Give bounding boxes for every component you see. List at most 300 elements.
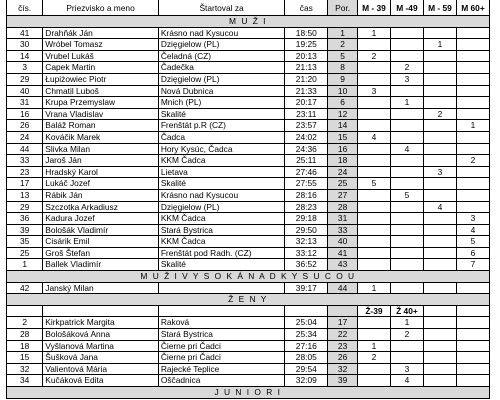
category-place: 1 bbox=[423, 39, 456, 51]
club: Oščadnica bbox=[158, 375, 285, 387]
category-place bbox=[390, 85, 423, 97]
category-place bbox=[390, 340, 423, 352]
overall-rank: 10 bbox=[328, 85, 358, 97]
overall-rank: 18 bbox=[328, 155, 358, 167]
category-place bbox=[456, 50, 489, 62]
header-rank: Por. bbox=[328, 0, 358, 16]
club: Hory Kysúc, Čadca bbox=[158, 143, 285, 155]
category-place bbox=[357, 143, 390, 155]
overall-rank: 32 bbox=[328, 363, 358, 375]
category-place bbox=[357, 201, 390, 213]
finish-time: 23:57 bbox=[285, 120, 328, 132]
participant-name: Janský Milan bbox=[43, 282, 159, 294]
table-row bbox=[7, 39, 490, 51]
start-number: 26 bbox=[7, 120, 43, 132]
category-place bbox=[390, 352, 423, 364]
category-place: 4 bbox=[390, 143, 423, 155]
category-place bbox=[423, 85, 456, 97]
participant-name: Kirkpatrick Margita bbox=[43, 317, 159, 329]
category-place: 1 bbox=[390, 97, 423, 109]
overall-rank: 31 bbox=[328, 213, 358, 225]
finish-time: 21:20 bbox=[285, 73, 328, 85]
category-place bbox=[357, 317, 390, 329]
table-row bbox=[7, 201, 490, 213]
finish-time: 27:46 bbox=[285, 166, 328, 178]
category-place bbox=[423, 131, 456, 143]
participant-name: Vrubel Lukáš bbox=[43, 50, 159, 62]
finish-time: 25:04 bbox=[285, 317, 328, 329]
category-place bbox=[390, 236, 423, 248]
participant-name: Hradský Karol bbox=[43, 166, 159, 178]
club: Čadečka bbox=[158, 62, 285, 74]
category-place bbox=[357, 166, 390, 178]
category-place bbox=[357, 189, 390, 201]
category-place bbox=[423, 247, 456, 259]
category-place bbox=[456, 108, 489, 120]
category-place: 1 bbox=[390, 317, 423, 329]
empty-cell bbox=[423, 305, 456, 317]
table-row bbox=[7, 340, 490, 352]
category-place bbox=[390, 108, 423, 120]
category-place bbox=[423, 317, 456, 329]
category-place: 2 bbox=[390, 62, 423, 74]
category-place bbox=[390, 131, 423, 143]
start-number: 28 bbox=[7, 329, 43, 341]
category-place: 1 bbox=[456, 120, 489, 132]
category-place: 3 bbox=[456, 213, 489, 225]
table-row bbox=[7, 108, 490, 120]
overall-rank: 5 bbox=[328, 50, 358, 62]
club: Mnich (PL) bbox=[158, 97, 285, 109]
participant-name: Cisárik Emil bbox=[43, 236, 159, 248]
table-row bbox=[7, 62, 490, 74]
start-number: 25 bbox=[7, 247, 43, 259]
category-place bbox=[456, 62, 489, 74]
start-number: 24 bbox=[7, 131, 43, 143]
category-place: 2 bbox=[357, 352, 390, 364]
start-number: 3 bbox=[7, 62, 43, 74]
overall-rank: 17 bbox=[328, 317, 358, 329]
start-number: 31 bbox=[7, 97, 43, 109]
category-place bbox=[423, 329, 456, 341]
start-number: 1 bbox=[7, 259, 43, 271]
participant-name: Chmatil Luboš bbox=[43, 85, 159, 97]
section-header bbox=[7, 16, 490, 28]
table-row bbox=[7, 317, 490, 329]
category-place bbox=[390, 213, 423, 225]
category-place bbox=[456, 352, 489, 364]
category-place bbox=[456, 363, 489, 375]
category-place bbox=[423, 375, 456, 387]
category-place bbox=[357, 108, 390, 120]
finish-time: 20:17 bbox=[285, 97, 328, 109]
category-place: 1 bbox=[357, 340, 390, 352]
category-place bbox=[456, 73, 489, 85]
category-place bbox=[423, 340, 456, 352]
category-place bbox=[423, 27, 456, 39]
category-place bbox=[423, 236, 456, 248]
start-number: 35 bbox=[7, 236, 43, 248]
finish-time: 29:54 bbox=[285, 363, 328, 375]
club: Čadca bbox=[158, 131, 285, 143]
start-number: 29 bbox=[7, 201, 43, 213]
participant-name: Łupiżowiec Piotr bbox=[43, 73, 159, 85]
club: Skalité bbox=[158, 178, 285, 190]
category-place bbox=[357, 73, 390, 85]
table-row bbox=[7, 155, 490, 167]
category-place: 5 bbox=[390, 189, 423, 201]
finish-time: 23:11 bbox=[285, 108, 328, 120]
club: Krásno nad Kysucou bbox=[158, 27, 285, 39]
category-place bbox=[390, 201, 423, 213]
category-place bbox=[456, 178, 489, 190]
participant-name: Slivka Milan bbox=[43, 143, 159, 155]
finish-time: 24:36 bbox=[285, 143, 328, 155]
finish-time: 33:12 bbox=[285, 247, 328, 259]
overall-rank: 16 bbox=[328, 143, 358, 155]
participant-name: Vyšlanová Martina bbox=[43, 340, 159, 352]
category-place bbox=[423, 189, 456, 201]
finish-time: 39:17 bbox=[285, 282, 328, 294]
category-place: 4 bbox=[423, 201, 456, 213]
table-row bbox=[7, 224, 490, 236]
participant-name: Drahňák Ján bbox=[43, 27, 159, 39]
category-place bbox=[423, 363, 456, 375]
start-number: 29 bbox=[7, 73, 43, 85]
table-row bbox=[7, 166, 490, 178]
overall-rank: 25 bbox=[328, 178, 358, 190]
club: Lietava bbox=[158, 166, 285, 178]
table-row bbox=[7, 259, 490, 271]
start-number: 18 bbox=[7, 340, 43, 352]
category-place bbox=[357, 213, 390, 225]
header-cat-m39: M - 39 bbox=[357, 0, 390, 16]
participant-name: Šušková Jana bbox=[43, 352, 159, 364]
table-row bbox=[7, 247, 490, 259]
overall-rank: 22 bbox=[328, 329, 358, 341]
start-number: 44 bbox=[7, 143, 43, 155]
category-place: 5 bbox=[456, 236, 489, 248]
start-number: 30 bbox=[7, 39, 43, 51]
header-time: čas bbox=[285, 0, 328, 16]
overall-rank: 27 bbox=[328, 189, 358, 201]
category-place bbox=[357, 97, 390, 109]
category-place bbox=[357, 375, 390, 387]
category-place bbox=[390, 224, 423, 236]
finish-time: 29:50 bbox=[285, 224, 328, 236]
table-row bbox=[7, 236, 490, 248]
table-row bbox=[7, 85, 490, 97]
club bbox=[158, 282, 285, 294]
category-place bbox=[456, 166, 489, 178]
club: Čierne pri Čadci bbox=[158, 340, 285, 352]
category-place: 2 bbox=[357, 50, 390, 62]
table-row bbox=[7, 189, 490, 201]
start-number: 41 bbox=[7, 27, 43, 39]
overall-rank: 43 bbox=[328, 259, 358, 271]
category-place bbox=[390, 39, 423, 51]
table-row bbox=[7, 178, 490, 190]
start-number: 2 bbox=[7, 317, 43, 329]
category-place bbox=[357, 236, 390, 248]
category-place: 4 bbox=[357, 131, 390, 143]
finish-time: 29:18 bbox=[285, 213, 328, 225]
club: Čeladná (CZ) bbox=[158, 50, 285, 62]
participant-name: Wróbel Tomasz bbox=[43, 39, 159, 51]
category-place bbox=[357, 62, 390, 74]
overall-rank: 14 bbox=[328, 120, 358, 132]
category-place bbox=[456, 189, 489, 201]
category-place bbox=[357, 39, 390, 51]
category-place bbox=[456, 39, 489, 51]
category-place bbox=[357, 247, 390, 259]
category-place: 5 bbox=[357, 178, 390, 190]
participant-name: Groš Štefan bbox=[43, 247, 159, 259]
finish-time: 21:33 bbox=[285, 85, 328, 97]
category-place bbox=[456, 131, 489, 143]
category-place: 1 bbox=[357, 27, 390, 39]
overall-rank: 8 bbox=[328, 62, 358, 74]
club: Frenštát pod Radh. (CZ) bbox=[158, 247, 285, 259]
category-place bbox=[357, 259, 390, 271]
category-place bbox=[357, 363, 390, 375]
participant-name: Kadura Jozef bbox=[43, 213, 159, 225]
finish-time: 19:25 bbox=[285, 39, 328, 51]
overall-rank: 15 bbox=[328, 131, 358, 143]
category-subheader-row bbox=[7, 305, 490, 317]
overall-rank: 39 bbox=[328, 375, 358, 387]
club: Krásno nad Kysucou bbox=[158, 189, 285, 201]
section-header bbox=[7, 387, 490, 399]
club: Dzięgielow (PL) bbox=[158, 73, 285, 85]
club: Dzięgielow (PL) bbox=[158, 39, 285, 51]
category-place: 3 bbox=[390, 363, 423, 375]
overall-rank: 1 bbox=[328, 27, 358, 39]
participant-name: Lukáč Jozef bbox=[43, 178, 159, 190]
finish-time: 25:34 bbox=[285, 329, 328, 341]
category-place: 1 bbox=[357, 282, 390, 294]
category-place: 7 bbox=[456, 259, 489, 271]
category-place bbox=[423, 259, 456, 271]
participant-name: Capek Martin bbox=[43, 62, 159, 74]
club: KKM Čadca bbox=[158, 236, 285, 248]
start-number: 32 bbox=[7, 363, 43, 375]
category-place bbox=[423, 352, 456, 364]
overall-rank: 33 bbox=[328, 224, 358, 236]
start-number: 23 bbox=[7, 166, 43, 178]
table-row bbox=[7, 27, 490, 39]
category-place bbox=[390, 50, 423, 62]
start-number: 15 bbox=[7, 352, 43, 364]
overall-rank: 26 bbox=[328, 352, 358, 364]
club: Dzięgielow (PL) bbox=[158, 201, 285, 213]
empty-cell bbox=[328, 305, 358, 317]
finish-time: 28:16 bbox=[285, 189, 328, 201]
header-club: Štartoval za bbox=[158, 0, 285, 16]
start-number: 13 bbox=[7, 189, 43, 201]
table-header-row bbox=[7, 0, 490, 16]
category-place bbox=[456, 282, 489, 294]
start-number: 33 bbox=[7, 155, 43, 167]
header-cat-m59: M - 59 bbox=[423, 0, 456, 16]
table-row bbox=[7, 131, 490, 143]
category-place bbox=[390, 155, 423, 167]
category-label: Ž-39 bbox=[357, 305, 390, 317]
club: Nová Dubnica bbox=[158, 85, 285, 97]
participant-name: Ballek Vladimír bbox=[43, 259, 159, 271]
finish-time: 28:23 bbox=[285, 201, 328, 213]
table-row bbox=[7, 73, 490, 85]
category-place bbox=[357, 155, 390, 167]
finish-time: 25:11 bbox=[285, 155, 328, 167]
participant-name: Bološáková Anna bbox=[43, 329, 159, 341]
category-place: 4 bbox=[390, 375, 423, 387]
category-place bbox=[390, 282, 423, 294]
table-row bbox=[7, 352, 490, 364]
overall-rank: 12 bbox=[328, 108, 358, 120]
table-row bbox=[7, 363, 490, 375]
start-number: 14 bbox=[7, 50, 43, 62]
table-row bbox=[7, 120, 490, 132]
category-place bbox=[390, 178, 423, 190]
table-row bbox=[7, 329, 490, 341]
category-place: 3 bbox=[423, 166, 456, 178]
start-number: 16 bbox=[7, 108, 43, 120]
section-header bbox=[7, 294, 490, 306]
category-place: 3 bbox=[390, 73, 423, 85]
club: Rajecké Teplice bbox=[158, 363, 285, 375]
finish-time: 18:50 bbox=[285, 27, 328, 39]
start-number: 40 bbox=[7, 85, 43, 97]
empty-cell bbox=[285, 305, 328, 317]
table-row bbox=[7, 375, 490, 387]
header-cat-m60: M 60+ bbox=[456, 0, 489, 16]
header-cat-m49: M -49 bbox=[390, 0, 423, 16]
participant-name: Krupa Przemyslaw bbox=[43, 97, 159, 109]
start-number: 34 bbox=[7, 375, 43, 387]
table-row bbox=[7, 97, 490, 109]
category-place bbox=[423, 143, 456, 155]
start-number: 42 bbox=[7, 282, 43, 294]
section-header bbox=[7, 271, 490, 283]
finish-time: 21:13 bbox=[285, 62, 328, 74]
start-number: 39 bbox=[7, 224, 43, 236]
club: Skalité bbox=[158, 108, 285, 120]
category-place bbox=[423, 62, 456, 74]
finish-time: 32:09 bbox=[285, 375, 328, 387]
table-row bbox=[7, 282, 490, 294]
category-place bbox=[423, 155, 456, 167]
participant-name: Bološák Vladimír bbox=[43, 224, 159, 236]
empty-cell bbox=[7, 305, 43, 317]
overall-rank: 28 bbox=[328, 201, 358, 213]
category-place bbox=[357, 224, 390, 236]
finish-time: 27:55 bbox=[285, 178, 328, 190]
header-name: Priezvisko a meno bbox=[43, 0, 159, 16]
club: Stará Bystrica bbox=[158, 224, 285, 236]
category-place bbox=[423, 120, 456, 132]
category-place bbox=[390, 247, 423, 259]
overall-rank: 44 bbox=[328, 282, 358, 294]
category-place: 2 bbox=[390, 329, 423, 341]
category-place bbox=[456, 97, 489, 109]
participant-name: Kučáková Edita bbox=[43, 375, 159, 387]
overall-rank: 41 bbox=[328, 247, 358, 259]
header-number: čís. bbox=[7, 0, 43, 16]
category-place bbox=[390, 120, 423, 132]
participant-name: Baláž Roman bbox=[43, 120, 159, 132]
club: Čierne pri Čadci bbox=[158, 352, 285, 364]
category-place bbox=[456, 27, 489, 39]
category-label: Ž 40+ bbox=[390, 305, 423, 317]
overall-rank: 6 bbox=[328, 97, 358, 109]
category-place bbox=[456, 340, 489, 352]
finish-time: 20:13 bbox=[285, 50, 328, 62]
category-place: 3 bbox=[357, 85, 390, 97]
category-place bbox=[456, 329, 489, 341]
category-place bbox=[456, 317, 489, 329]
participant-name: Szczotka Arkadiusz bbox=[43, 201, 159, 213]
club: Stará Bystrica bbox=[158, 329, 285, 341]
section-title: M U Ž I bbox=[7, 16, 490, 28]
table-row bbox=[7, 213, 490, 225]
category-place: 2 bbox=[423, 108, 456, 120]
section-title: Ž E N Y bbox=[7, 294, 490, 306]
finish-time: 36:52 bbox=[285, 259, 328, 271]
club: Skalité bbox=[158, 259, 285, 271]
category-place bbox=[390, 166, 423, 178]
overall-rank: 40 bbox=[328, 236, 358, 248]
overall-rank: 23 bbox=[328, 340, 358, 352]
section-title: M U Ž I V Y S O K Á N A D K Y S U C O U bbox=[7, 271, 490, 283]
club: Raková bbox=[158, 317, 285, 329]
category-place bbox=[456, 143, 489, 155]
empty-cell bbox=[158, 305, 285, 317]
section-title: J U N I O R I bbox=[7, 387, 490, 399]
start-number: 36 bbox=[7, 213, 43, 225]
club: KKM Čadca bbox=[158, 155, 285, 167]
category-place bbox=[357, 120, 390, 132]
empty-cell bbox=[456, 305, 489, 317]
category-place: 4 bbox=[456, 224, 489, 236]
category-place bbox=[423, 224, 456, 236]
category-place bbox=[423, 97, 456, 109]
category-place bbox=[357, 329, 390, 341]
club: Frenštát p.R (CZ) bbox=[158, 120, 285, 132]
participant-name: Vrana Vladislav bbox=[43, 108, 159, 120]
category-place bbox=[423, 73, 456, 85]
finish-time: 24:02 bbox=[285, 131, 328, 143]
finish-time: 27:16 bbox=[285, 340, 328, 352]
participant-name: Kováčik Marek bbox=[43, 131, 159, 143]
empty-cell bbox=[43, 305, 159, 317]
category-place bbox=[456, 85, 489, 97]
category-place bbox=[456, 201, 489, 213]
participant-name: Jaroš Ján bbox=[43, 155, 159, 167]
finish-time: 28:05 bbox=[285, 352, 328, 364]
category-place bbox=[423, 282, 456, 294]
overall-rank: 2 bbox=[328, 39, 358, 51]
start-number: 17 bbox=[7, 178, 43, 190]
category-place bbox=[423, 50, 456, 62]
overall-rank: 24 bbox=[328, 166, 358, 178]
overall-rank: 9 bbox=[328, 73, 358, 85]
table-row bbox=[7, 50, 490, 62]
participant-name: Rábik Ján bbox=[43, 189, 159, 201]
category-place bbox=[423, 178, 456, 190]
results-table bbox=[6, 0, 490, 399]
category-place bbox=[390, 27, 423, 39]
